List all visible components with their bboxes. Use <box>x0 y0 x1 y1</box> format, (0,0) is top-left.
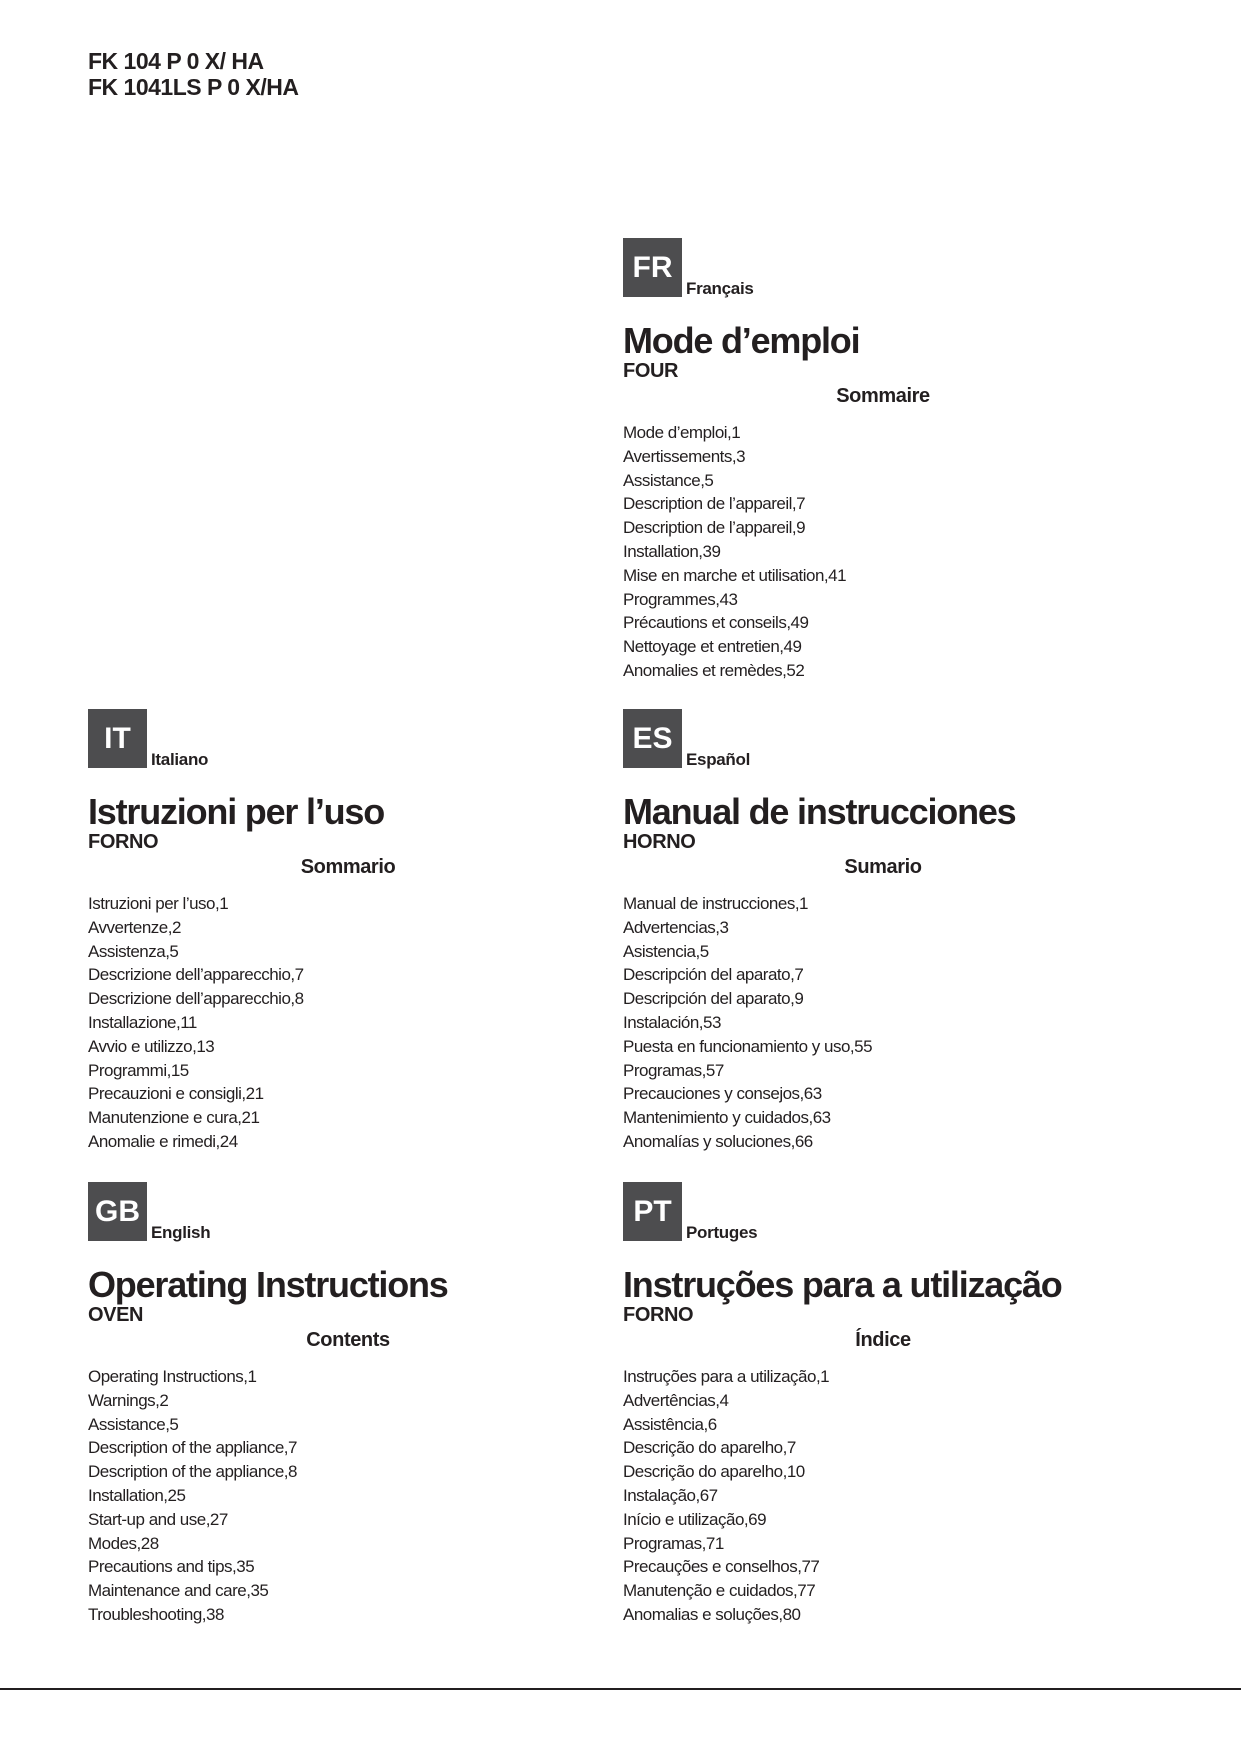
section-gb <box>88 1182 608 1627</box>
contents-heading: Sumario <box>844 856 922 878</box>
toc-item: Puesta en funcionamiento y uso,55 <box>623 1036 873 1056</box>
toc-item: Descrição do aparelho,7 <box>623 1438 796 1458</box>
toc-item: Manutenção e cuidados,77 <box>623 1581 816 1601</box>
language-code-badge: ES <box>623 709 682 768</box>
toc-item: Anomalias e soluções,80 <box>623 1604 801 1624</box>
toc-item: Descripción del aparato,9 <box>623 989 804 1009</box>
table-of-contents <box>623 1365 1143 1627</box>
section-es <box>623 709 1143 1154</box>
toc-item: Maintenance and care,35 <box>88 1581 269 1601</box>
manual-title: Operating Instructions <box>88 1264 448 1305</box>
toc-item: Precauções e conselhos,77 <box>623 1557 820 1577</box>
toc-item: Descrizione dell’apparecchio,7 <box>88 965 304 985</box>
language-name: Portuges <box>686 1223 758 1242</box>
toc-item: Installation,25 <box>88 1485 186 1505</box>
toc-item: Warnings,2 <box>88 1390 169 1410</box>
manual-title: Istruzioni per l’uso <box>88 791 385 832</box>
toc-item: Asistencia,5 <box>623 941 709 961</box>
toc-item: Advertências,4 <box>623 1390 729 1410</box>
toc-item: Description de l’appareil,7 <box>623 494 806 514</box>
toc-item: Mode d’emploi,1 <box>623 423 741 442</box>
toc-item: Avvertenze,2 <box>88 917 181 937</box>
toc-item: Istruzioni per l’uso,1 <box>88 894 229 913</box>
table-of-contents <box>88 1365 608 1627</box>
table-of-contents <box>88 892 608 1154</box>
contents-heading: Sommario <box>300 856 396 878</box>
toc-item: Operating Instructions,1 <box>88 1367 257 1386</box>
toc-item: Instalación,53 <box>623 1012 721 1032</box>
language-header <box>623 238 1143 298</box>
toc-item: Troubleshooting,38 <box>88 1604 224 1624</box>
product-name: FORNO <box>88 831 159 853</box>
toc-item: Start-up and use,27 <box>88 1509 228 1529</box>
toc-item: Installazione,11 <box>88 1012 197 1032</box>
language-header <box>623 1182 1143 1242</box>
toc-item: Programas,57 <box>623 1060 724 1080</box>
toc-item: Anomalie e rimedi,24 <box>88 1131 238 1151</box>
language-code-badge: IT <box>88 709 147 768</box>
contents-heading: Índice <box>855 1329 911 1351</box>
toc-item: Advertencias,3 <box>623 917 729 937</box>
language-code-badge: FR <box>623 238 682 297</box>
page-divider <box>0 1688 1241 1690</box>
product-name: FOUR <box>623 360 679 382</box>
manual-title: Mode d’emploi <box>623 320 860 361</box>
toc-item: Installation,39 <box>623 541 721 561</box>
toc-item: Programmi,15 <box>88 1060 189 1080</box>
toc-item: Mise en marche et utilisation,41 <box>623 565 847 585</box>
toc-item: Descrição do aparelho,10 <box>623 1462 805 1482</box>
model-number: FK 104 P 0 X/ HA <box>88 48 264 74</box>
language-name: English <box>151 1223 211 1242</box>
toc-item: Assistance,5 <box>88 1414 179 1434</box>
toc-item: Instruções para a utilização,1 <box>623 1367 830 1386</box>
language-name: Italiano <box>151 750 209 769</box>
contents-heading: Sommaire <box>836 385 930 407</box>
manual-title: Instruções para a utilização <box>623 1264 1062 1305</box>
toc-item: Programmes,43 <box>623 589 738 609</box>
language-code-badge: GB <box>88 1182 147 1241</box>
language-code-badge: PT <box>623 1182 682 1241</box>
section-it <box>88 709 608 1154</box>
manual-title: Manual de instrucciones <box>623 791 1016 832</box>
product-name: FORNO <box>623 1304 694 1326</box>
section-pt <box>623 1182 1143 1627</box>
model-numbers <box>88 48 298 100</box>
toc-item: Description of the appliance,7 <box>88 1438 297 1458</box>
toc-item: Nettoyage et entretien,49 <box>623 637 802 657</box>
contents-heading: Contents <box>306 1329 390 1351</box>
table-of-contents <box>623 892 1143 1154</box>
toc-item: Programas,71 <box>623 1533 724 1553</box>
toc-item: Mantenimiento y cuidados,63 <box>623 1108 831 1128</box>
toc-item: Avvio e utilizzo,13 <box>88 1036 215 1056</box>
toc-item: Description de l’appareil,9 <box>623 518 806 538</box>
language-header <box>623 709 1143 769</box>
toc-item: Précautions et conseils,49 <box>623 613 809 633</box>
toc-item: Início e utilização,69 <box>623 1509 767 1529</box>
toc-item: Assistência,6 <box>623 1414 717 1434</box>
toc-item: Precauciones y consejos,63 <box>623 1084 822 1104</box>
table-of-contents <box>623 421 1143 683</box>
language-header <box>88 1182 608 1242</box>
section-fr <box>623 238 1143 683</box>
toc-item: Precauzioni e consigli,21 <box>88 1084 264 1104</box>
toc-item: Description of the appliance,8 <box>88 1462 297 1482</box>
language-header <box>88 709 608 769</box>
toc-item: Anomalies et remèdes,52 <box>623 660 805 680</box>
product-name: OVEN <box>88 1304 144 1326</box>
language-name: Español <box>686 750 751 769</box>
product-name: HORNO <box>623 831 696 853</box>
toc-item: Anomalías y soluciones,66 <box>623 1131 813 1151</box>
toc-item: Descripción del aparato,7 <box>623 965 804 985</box>
toc-item: Manutenzione e cura,21 <box>88 1108 260 1128</box>
toc-item: Instalação,67 <box>623 1485 718 1505</box>
model-number: FK 1041LS P 0 X/HA <box>88 74 299 100</box>
toc-item: Manual de instrucciones,1 <box>623 894 809 913</box>
toc-item: Avertissements,3 <box>623 446 746 466</box>
toc-item: Descrizione dell’apparecchio,8 <box>88 989 304 1009</box>
toc-item: Precautions and tips,35 <box>88 1557 255 1577</box>
toc-item: Modes,28 <box>88 1533 159 1553</box>
toc-item: Assistenza,5 <box>88 941 179 961</box>
language-name: Français <box>686 279 754 298</box>
toc-item: Assistance,5 <box>623 470 714 490</box>
